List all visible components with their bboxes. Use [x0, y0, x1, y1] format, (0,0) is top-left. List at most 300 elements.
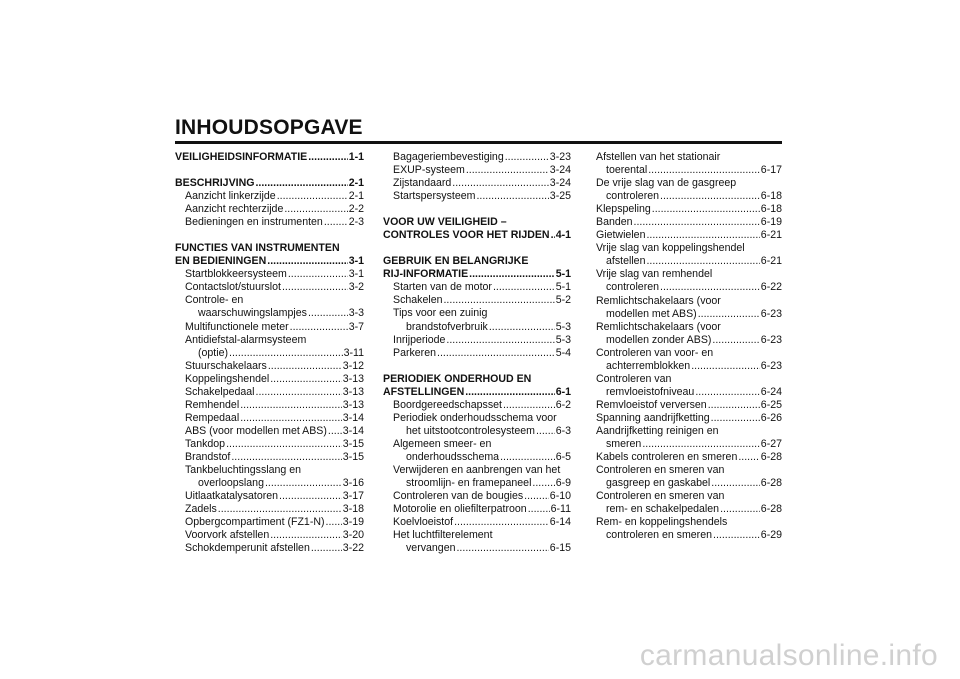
toc-page-number: 3-7: [348, 320, 364, 333]
toc-entry[interactable]: [383, 477, 571, 490]
toc-entry[interactable]: [175, 373, 364, 386]
toc-entry[interactable]: [596, 360, 782, 373]
toc-entry[interactable]: [175, 542, 364, 555]
toc-page-number: 3-15: [342, 450, 364, 463]
toc-entry-text: VEILIGHEIDSINFORMATIE: [175, 151, 308, 163]
toc-entry[interactable]: [175, 503, 364, 516]
toc-entry-text: Aanzicht linkerzijde: [185, 190, 276, 203]
toc-entry-text: ABS (voor modellen met ABS): [185, 424, 327, 437]
toc-page-number: 5-3: [555, 333, 571, 346]
toc-page-number: 2-2: [348, 203, 364, 216]
page-title: INHOUDSOPGAVE: [175, 116, 363, 139]
toc-entry[interactable]: [383, 164, 571, 177]
toc-entry-line: [596, 321, 782, 334]
toc-entry-text: Klepspeling: [596, 203, 651, 216]
toc-page-number: 4-1: [555, 229, 571, 242]
toc-entry-text: Stuurschakelaars: [185, 359, 267, 372]
toc-entry-text: Zijstandaard: [393, 177, 452, 190]
toc-entry-text: Controleren van de bougies: [393, 490, 524, 503]
toc-dot-leader: [476, 190, 548, 203]
toc-entry-text: Starten van de motor: [393, 281, 492, 294]
toc-entry-text: Vrije slag van koppelingshendel: [596, 242, 745, 255]
toc-page-number: 3-25: [549, 190, 571, 203]
toc-entry-text: Tips voor een zuinig: [393, 307, 488, 320]
toc-entry[interactable]: [383, 190, 571, 203]
toc-entry-text: Motorolie en oliefilterpatroon: [393, 503, 527, 516]
toc-entry[interactable]: [175, 399, 364, 412]
toc-dot-leader: [660, 190, 760, 203]
toc-entry-text: controleren en smeren: [606, 529, 712, 542]
toc-dot-leader: [652, 203, 760, 216]
toc-page-number: 3-3: [348, 307, 364, 320]
toc-entry[interactable]: [596, 255, 782, 268]
toc-dot-leader: [308, 307, 348, 320]
toc-entry-line: [596, 242, 782, 255]
toc-entry[interactable]: [596, 229, 782, 242]
toc-entry[interactable]: [383, 399, 571, 412]
toc-dot-leader: [500, 451, 555, 464]
toc-entry-text: Startblokkeersysteem: [185, 268, 287, 281]
toc-dot-leader: [229, 347, 343, 360]
toc-entry[interactable]: [175, 360, 364, 373]
toc-page-number: 3-13: [342, 385, 364, 398]
toc-entry-line: [383, 438, 571, 451]
toc-entry-text: Remlichtschakelaars (voor: [596, 294, 721, 307]
toc-entry[interactable]: [383, 425, 571, 438]
toc-page-number: 3-14: [342, 411, 364, 424]
toc-page-number: 6-23: [760, 333, 782, 346]
toc-page-number: 3-24: [549, 177, 571, 190]
toc-column-2: [383, 151, 571, 555]
toc-dot-leader: [713, 529, 760, 542]
toc-dot-leader: [505, 151, 549, 164]
toc-entry[interactable]: [175, 412, 364, 425]
toc-entry[interactable]: [383, 490, 571, 503]
toc-page-number: 6-28: [760, 503, 782, 516]
toc-page-number: 6-18: [760, 203, 782, 216]
toc-entry-text: stroomlijn- en framepaneel: [406, 477, 532, 490]
toc-entry-text: overloopslang: [198, 477, 264, 490]
toc-dot-leader: [536, 425, 555, 438]
toc-entry-line: [383, 307, 571, 320]
toc-entry-text: achterremblokken: [606, 359, 691, 372]
toc-dot-leader: [288, 268, 348, 281]
toc-dot-leader: [634, 216, 760, 229]
toc-entry[interactable]: [383, 503, 571, 516]
toc-chapter-entry[interactable]: [383, 229, 571, 242]
toc-dot-leader: [712, 334, 759, 347]
toc-page-number: 3-19: [342, 516, 364, 529]
toc-entry[interactable]: [596, 386, 782, 399]
toc-entry[interactable]: [596, 308, 782, 321]
toc-entry-text: rem- en schakelpedalen: [606, 503, 720, 516]
toc-page-number: 1-1: [348, 151, 364, 163]
toc-dot-leader: [466, 164, 549, 177]
toc-dot-leader: [695, 386, 759, 399]
toc-dot-leader: [279, 490, 342, 503]
toc-page-number: 3-13: [342, 372, 364, 385]
toc-entry-line: [596, 347, 782, 360]
toc-column-3: [596, 151, 782, 542]
toc-entry-text: Gietwielen: [596, 229, 646, 242]
toc-entry-line: [175, 334, 364, 347]
toc-dot-leader: [231, 451, 341, 464]
toc-entry-text: Remhendel: [185, 398, 240, 411]
toc-entry-text: Controle- en: [185, 294, 244, 307]
toc-dot-leader: [646, 255, 759, 268]
toc-entry-line: [596, 516, 782, 529]
toc-dot-leader: [469, 268, 555, 281]
toc-page-number: 6-23: [760, 307, 782, 320]
toc-entry-text: toerental: [606, 164, 648, 177]
toc-dot-leader: [648, 164, 760, 177]
toc-entry-text: PERIODIEK ONDERHOUD EN: [383, 372, 532, 385]
toc-entry-text: BESCHRIJVING: [175, 177, 255, 190]
toc-entry[interactable]: [383, 347, 571, 360]
toc-dot-leader: [711, 412, 760, 425]
toc-page-number: 6-29: [760, 529, 782, 542]
toc-entry-line: [596, 295, 782, 308]
toc-page-number: 6-28: [760, 451, 782, 464]
toc-entry-text: Controleren en smeren van: [596, 464, 725, 477]
toc-dot-leader: [324, 216, 348, 229]
toc-entry[interactable]: [596, 529, 782, 542]
toc-page-number: 2-1: [348, 177, 364, 190]
toc-page-number: 6-24: [760, 385, 782, 398]
toc-page-number: 3-13: [342, 398, 364, 411]
toc-dot-leader: [489, 321, 555, 334]
toc-entry-text: Controleren en smeren van: [596, 490, 725, 503]
toc-entry-text: De vrije slag van de gasgreep: [596, 177, 737, 190]
toc-dot-leader: [240, 412, 342, 425]
toc-dot-leader: [503, 399, 555, 412]
toc-entry[interactable]: [383, 151, 571, 164]
toc-entry-text: onderhoudsschema: [406, 450, 500, 463]
toc-entry-text: (optie): [198, 346, 229, 359]
toc-dot-leader: [255, 177, 347, 190]
toc-entry-text: Rempedaal: [185, 411, 240, 424]
toc-entry-text: Verwijderen en aanbrengen van het: [393, 463, 561, 476]
toc-entry-text: waarschuwingslampjes: [198, 307, 307, 320]
toc-entry[interactable]: [175, 516, 364, 529]
toc-dot-leader: [265, 477, 342, 490]
toc-page-number: 6-10: [549, 490, 571, 503]
toc-page-number: 5-2: [555, 294, 571, 307]
toc-entry-text: Bagageriembevestiging: [393, 151, 504, 163]
toc-entry-text: Antidiefstal-alarmsysteem: [185, 333, 307, 346]
toc-entry[interactable]: [383, 177, 571, 190]
toc-page-number: 3-24: [549, 164, 571, 177]
toc-page-number: 6-3: [555, 424, 571, 437]
toc-entry-text: controleren: [606, 190, 659, 203]
toc-dot-leader: [270, 373, 342, 386]
toc-entry-line: [596, 490, 782, 503]
toc-entry-text: afstellen: [606, 255, 646, 268]
toc-entry-text: Brandstof: [185, 450, 231, 463]
toc-dot-leader: [711, 477, 760, 490]
toc-dot-leader: [218, 503, 342, 516]
toc-spacer: [383, 360, 571, 373]
toc-page-number: 6-18: [760, 190, 782, 203]
toc-entry-text: Voorvork afstellen: [185, 529, 270, 542]
toc-entry-text: Multifunctionele meter: [185, 320, 289, 333]
toc-entry[interactable]: [596, 503, 782, 516]
toc-entry-text: RIJ-INFORMATIE: [383, 268, 469, 281]
toc-entry-text: Opbergcompartiment (FZ1-N): [185, 516, 325, 529]
toc-page-number: 6-1: [555, 385, 571, 398]
toc-dot-leader: [268, 360, 342, 373]
toc-entry[interactable]: [175, 268, 364, 281]
toc-dot-leader: [290, 321, 348, 334]
toc-entry-text: gasgreep en gaskabel: [606, 477, 711, 490]
toc-page-number: 6-2: [555, 398, 571, 411]
toc-entry-text: Koelvloeistof: [393, 516, 454, 529]
toc-entry-text: Het luchtfilterelement: [393, 529, 493, 542]
toc-spacer: [175, 164, 364, 177]
toc-dot-leader: [456, 542, 548, 555]
toc-dot-leader: [311, 542, 342, 555]
toc-entry-line: [383, 529, 571, 542]
toc-page-number: 2-1: [348, 190, 364, 203]
toc-page-number: 5-4: [555, 346, 571, 359]
toc-entry[interactable]: [383, 542, 571, 555]
toc-chapter-heading-line: [175, 242, 364, 255]
toc-dot-leader: [708, 399, 760, 412]
toc-entry-text: controleren: [606, 281, 659, 294]
toc-entry-line: [596, 425, 782, 438]
toc-dot-leader: [284, 203, 347, 216]
toc-entry[interactable]: [383, 321, 571, 334]
toc-entry[interactable]: [175, 438, 364, 451]
toc-dot-leader: [452, 177, 549, 190]
toc-page-number: 6-5: [555, 450, 571, 463]
toc-entry[interactable]: [596, 477, 782, 490]
toc-page-number: 3-16: [342, 477, 364, 490]
toc-entry[interactable]: [596, 412, 782, 425]
toc-entry[interactable]: [175, 386, 364, 399]
toc-entry-text: Tankbeluchtingsslang en: [185, 464, 302, 477]
toc-page-number: 5-1: [555, 268, 571, 281]
toc-entry[interactable]: [175, 190, 364, 203]
toc-entry[interactable]: [596, 281, 782, 294]
toc-page-number: 3-20: [342, 529, 364, 542]
toc-entry-line: [383, 464, 571, 477]
toc-entry-text: GEBRUIK EN BELANGRIJKE: [383, 255, 529, 268]
toc-entry[interactable]: [596, 164, 782, 177]
toc-entry[interactable]: [596, 451, 782, 464]
toc-entry-text: remvloeistofniveau: [606, 385, 695, 398]
toc-spacer: [383, 242, 571, 255]
toc-page-number: 6-26: [760, 411, 782, 424]
toc-entry-text: het uitstootcontrolesysteem: [406, 424, 535, 437]
toc-dot-leader: [277, 190, 348, 203]
toc-dot-leader: [326, 516, 342, 529]
toc-entry-text: Schakelen: [393, 294, 443, 307]
toc-page-number: 6-11: [550, 503, 571, 516]
toc-entry-text: Remlichtschakelaars (voor: [596, 320, 721, 333]
toc-entry[interactable]: [383, 294, 571, 307]
toc-chapter-heading-line: [383, 373, 571, 386]
toc-page-number: 6-17: [760, 164, 782, 177]
toc-dot-leader: [524, 490, 549, 503]
toc-chapter-entry[interactable]: [175, 177, 364, 190]
toc-entry-text: Rem- en koppelingshendels: [596, 516, 728, 529]
toc-dot-leader: [528, 503, 550, 516]
toc-entry-line: [383, 412, 571, 425]
toc-dot-leader: [443, 294, 554, 307]
toc-entry[interactable]: [175, 490, 364, 503]
toc-page-number: 2-3: [348, 216, 364, 229]
toc-spacer: [383, 203, 571, 216]
toc-entry-text: Kabels controleren en smeren: [596, 451, 738, 464]
toc-entry-line: [175, 464, 364, 477]
watermark: carmanualsonline.info: [639, 639, 938, 672]
toc-entry-text: Aandrijfketting reinigen en: [596, 424, 719, 437]
toc-page-number: 3-11: [343, 346, 364, 359]
toc-entry-text: CONTROLES VOOR HET RIJDEN: [383, 229, 550, 242]
toc-entry-text: Tankdop: [185, 437, 226, 450]
toc-entry-text: Controleren van voor- en: [596, 346, 714, 359]
toc-entry[interactable]: [175, 281, 364, 294]
toc-entry-text: Bedieningen en instrumenten: [185, 216, 323, 229]
toc-entry[interactable]: [175, 425, 364, 438]
toc-dot-leader: [691, 360, 760, 373]
toc-page-number: 3-1: [348, 268, 364, 281]
toc-entry[interactable]: [175, 347, 364, 360]
toc-entry-text: modellen zonder ABS): [606, 333, 712, 346]
toc-entry-text: Boordgereedschapsset: [393, 398, 502, 411]
toc-page-number: 6-25: [760, 398, 782, 411]
toc-entry-text: Koppelingshendel: [185, 372, 270, 385]
toc-entry[interactable]: [175, 321, 364, 334]
toc-dot-leader: [267, 255, 347, 268]
toc-entry[interactable]: [383, 516, 571, 529]
toc-page-number: 6-23: [760, 359, 782, 372]
toc-entry-text: Remvloeistof verversen: [596, 398, 707, 411]
toc-entry[interactable]: [596, 399, 782, 412]
toc-entry-line: [596, 151, 782, 164]
toc-entry-text: Afstellen van het stationair: [596, 151, 721, 163]
toc-page-number: 3-23: [549, 151, 571, 163]
toc-entry[interactable]: [175, 216, 364, 229]
toc-dot-leader: [642, 438, 759, 451]
toc-page-number: 3-14: [342, 424, 364, 437]
toc-page-number: 3-17: [342, 490, 364, 503]
toc-dot-leader: [738, 451, 759, 464]
toc-entry[interactable]: [596, 438, 782, 451]
toc-page-number: 6-15: [549, 542, 571, 555]
toc-entry[interactable]: [596, 190, 782, 203]
toc-entry[interactable]: [383, 281, 571, 294]
toc-entry-line: [596, 268, 782, 281]
toc-page-number: 6-14: [549, 516, 571, 529]
toc-entry[interactable]: [596, 203, 782, 216]
toc-entry-text: Inrijperiode: [393, 333, 446, 346]
toc-entry-text: Periodiek onderhoudsschema voor: [393, 411, 557, 424]
toc-entry-text: Startspersysteem: [393, 190, 476, 203]
toc-entry-text: FUNCTIES VAN INSTRUMENTEN: [175, 242, 340, 255]
toc-entry-line: [596, 464, 782, 477]
toc-dot-leader: [328, 425, 342, 438]
toc-entry[interactable]: [596, 334, 782, 347]
toc-page-number: 3-12: [342, 359, 364, 372]
toc-entry-text: Contactslot/stuurslot: [185, 281, 281, 294]
toc-entry-text: Vrije slag van remhendel: [596, 268, 713, 281]
toc-entry-text: smeren: [606, 438, 642, 451]
toc-entry-line: [596, 373, 782, 386]
toc-dot-leader: [270, 529, 342, 542]
toc-page-number: 3-22: [342, 542, 364, 555]
toc-dot-leader: [282, 281, 348, 294]
toc-page-number: 6-21: [760, 255, 782, 268]
toc-entry-text: EN BEDIENINGEN: [175, 255, 267, 268]
title-divider: [175, 141, 782, 144]
toc-spacer: [175, 229, 364, 242]
toc-entry-line: [596, 177, 782, 190]
toc-dot-leader: [446, 334, 554, 347]
toc-entry[interactable]: [175, 307, 364, 320]
toc-page-number: 6-28: [760, 477, 782, 490]
toc-entry-text: brandstofverbruik: [406, 320, 488, 333]
toc-dot-leader: [698, 308, 760, 321]
toc-entry-text: Uitlaatkatalysatoren: [185, 490, 279, 503]
toc-entry-text: Zadels: [185, 503, 217, 516]
toc-page-number: 5-1: [555, 281, 571, 294]
toc-dot-leader: [308, 151, 347, 164]
toc-entry-text: Aanzicht rechterzijde: [185, 203, 284, 216]
toc-chapter-entry[interactable]: [175, 151, 364, 164]
toc-page-number: 3-15: [342, 437, 364, 450]
toc-page-number: 5-3: [555, 320, 571, 333]
toc-entry-text: Controleren van: [596, 372, 672, 385]
toc-entry[interactable]: [175, 477, 364, 490]
toc-dot-leader: [551, 229, 555, 242]
toc-entry-text: Schokdemperunit afstellen: [185, 542, 310, 555]
toc-chapter-heading-line: [383, 255, 571, 268]
toc-page-number: 3-2: [348, 281, 364, 294]
toc-entry[interactable]: [383, 451, 571, 464]
toc-entry-text: Parkeren: [393, 346, 436, 359]
toc-entry[interactable]: [175, 529, 364, 542]
toc-dot-leader: [256, 386, 342, 399]
toc-entry[interactable]: [596, 216, 782, 229]
toc-chapter-heading-line: [383, 216, 571, 229]
toc-chapter-entry[interactable]: [175, 255, 364, 268]
toc-chapter-entry[interactable]: [383, 268, 571, 281]
toc-chapter-entry[interactable]: [383, 386, 571, 399]
toc-entry-text: Banden: [596, 216, 633, 229]
toc-entry-text: Spanning aandrijfketting: [596, 411, 710, 424]
toc-entry[interactable]: [175, 203, 364, 216]
toc-dot-leader: [454, 516, 549, 529]
toc-page-number: 6-27: [760, 438, 782, 451]
toc-entry-text: Algemeen smeer- en: [393, 437, 492, 450]
toc-page-number: 6-9: [555, 477, 571, 490]
toc-dot-leader: [493, 281, 555, 294]
toc-dot-leader: [646, 229, 759, 242]
toc-entry-text: modellen met ABS): [606, 307, 697, 320]
toc-page-number: 6-19: [760, 216, 782, 229]
toc-entry-text: AFSTELLINGEN: [383, 385, 465, 398]
toc-page-number: 6-22: [760, 281, 782, 294]
toc-page-number: 3-1: [348, 255, 364, 268]
toc-entry-text: EXUP-systeem: [393, 164, 465, 177]
toc-column-1: [175, 151, 364, 555]
toc-entry[interactable]: [175, 451, 364, 464]
toc-dot-leader: [720, 503, 760, 516]
toc-entry-text: Schakelpedaal: [185, 385, 255, 398]
toc-entry[interactable]: [383, 334, 571, 347]
